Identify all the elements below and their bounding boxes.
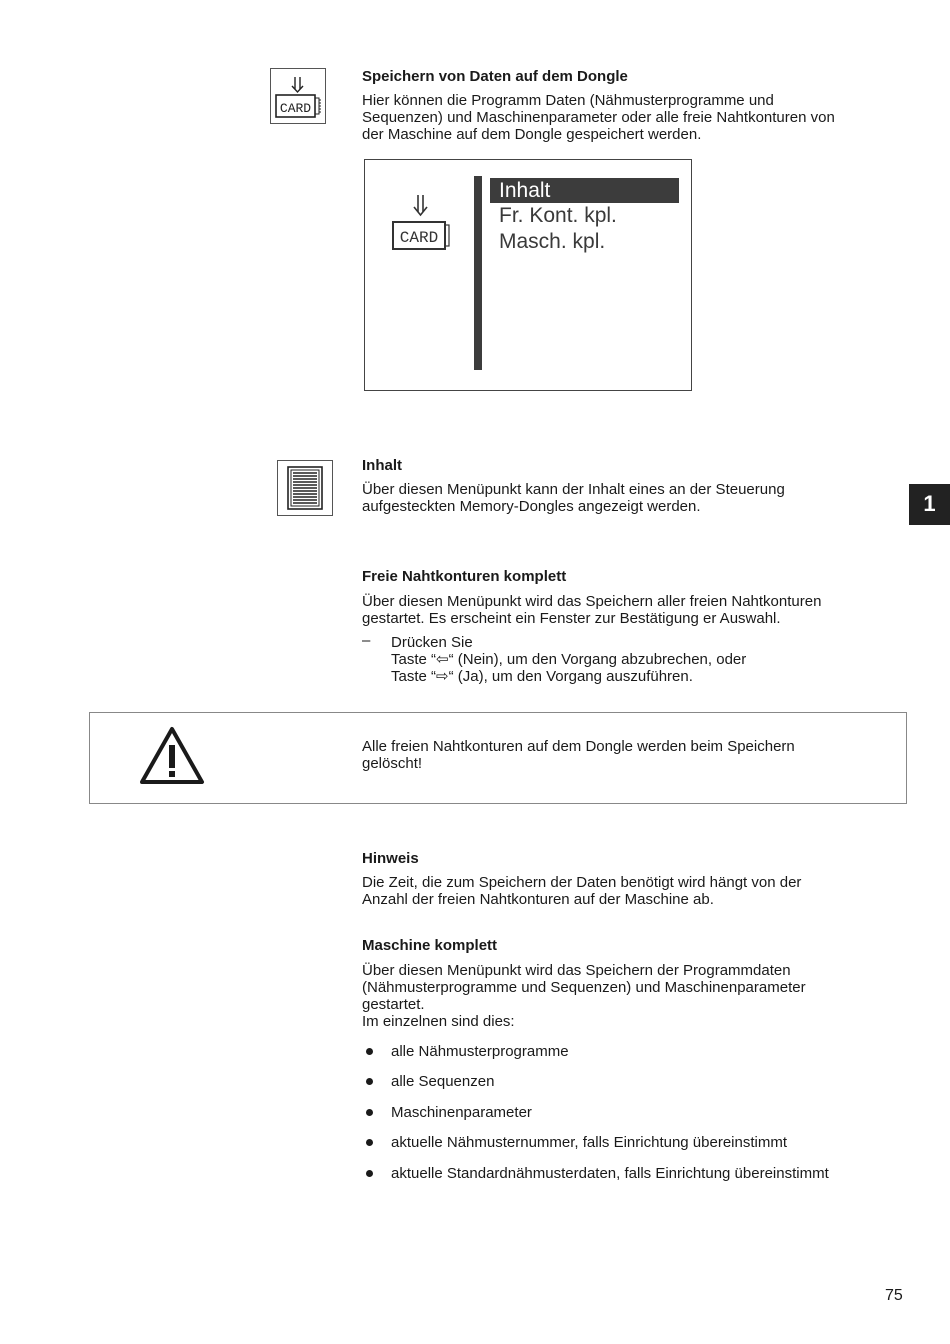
section-text-freie: Über diesen Menüpunkt wird das Speichern aller freien Nahtkonturen gestartet. Es erscheint ein Fenster zur Bestätigung er Auswahl. xyxy=(362,593,822,627)
card-icon-label: CARD xyxy=(279,101,312,116)
bullet-item: aktuelle Nähmusternummer, falls Einrichtung übereinstimmt xyxy=(391,1134,787,1151)
bullet-dot xyxy=(366,1109,373,1116)
bullet-item: alle Nähmusterprogramme xyxy=(391,1043,569,1060)
section-title-maschine: Maschine komplett xyxy=(362,937,498,954)
section-title-dongle: Speichern von Daten auf dem Dongle xyxy=(362,68,628,85)
list-document-icon-box xyxy=(277,460,333,516)
bullet-dot xyxy=(366,1078,373,1085)
warning-text: Alle freien Nahtkonturen auf dem Dongle werden beim Speichern gelöscht! xyxy=(362,738,795,772)
section-text-hinweis: Die Zeit, die zum Speichern der Daten benötigt wird hängt von der Anzahl der freien Nahtkonturen auf der Maschine ab. xyxy=(362,874,802,908)
bullet-dot xyxy=(366,1170,373,1177)
warning-triangle-icon xyxy=(138,725,206,787)
section-title-hinweis: Hinweis xyxy=(362,850,419,867)
card-save-icon xyxy=(271,69,325,123)
card-save-icon-box xyxy=(270,68,326,124)
page-number: 75 xyxy=(885,1287,903,1304)
screen-card-icon-label: CARD xyxy=(399,229,439,247)
menu-item-inhalt[interactable]: Inhalt xyxy=(490,178,679,203)
section-text-maschine: Über diesen Menüpunkt wird das Speichern der Programmdaten (Nähmusterprogramme und Sequenzen) und Maschinenparameter gestartet. Im einzelnen sind dies: xyxy=(362,962,806,1030)
section-title-inhalt: Inhalt xyxy=(362,457,402,474)
section-text-dongle: Hier können die Programm Daten (Nähmusterprogramme und Sequenzen) und Maschinenparameter oder alle freie Nahtkonturen von der Maschine auf dem Dongle gespeichert werden. xyxy=(362,92,835,143)
list-document-icon xyxy=(278,461,332,515)
step-dash: – xyxy=(362,632,371,649)
step-text-freie: Drücken Sie Taste “⇦“ (Nein), um den Vorgang abzubrechen, oder Taste “⇨“ (Ja), um den Vorgang auszuführen. xyxy=(391,634,747,685)
screen-divider-bar xyxy=(474,176,482,370)
screen-card-icon xyxy=(388,192,454,254)
bullet-dot xyxy=(366,1139,373,1146)
bullet-item: alle Sequenzen xyxy=(391,1073,495,1090)
bullet-item: Maschinenparameter xyxy=(391,1104,532,1121)
menu-item-masch-kpl[interactable]: Masch. kpl. xyxy=(499,230,606,253)
chapter-tab: 1 xyxy=(909,484,950,525)
menu-item-fr-kont-kpl[interactable]: Fr. Kont. kpl. xyxy=(499,204,617,227)
bullet-item: aktuelle Standardnähmusterdaten, falls Einrichtung übereinstimmt xyxy=(391,1165,829,1182)
section-text-inhalt: Über diesen Menüpunkt kann der Inhalt eines an der Steuerung aufgesteckten Memory-Dongles angezeigt werden. xyxy=(362,481,785,515)
section-title-freie: Freie Nahtkonturen komplett xyxy=(362,568,567,585)
bullet-dot xyxy=(366,1048,373,1055)
